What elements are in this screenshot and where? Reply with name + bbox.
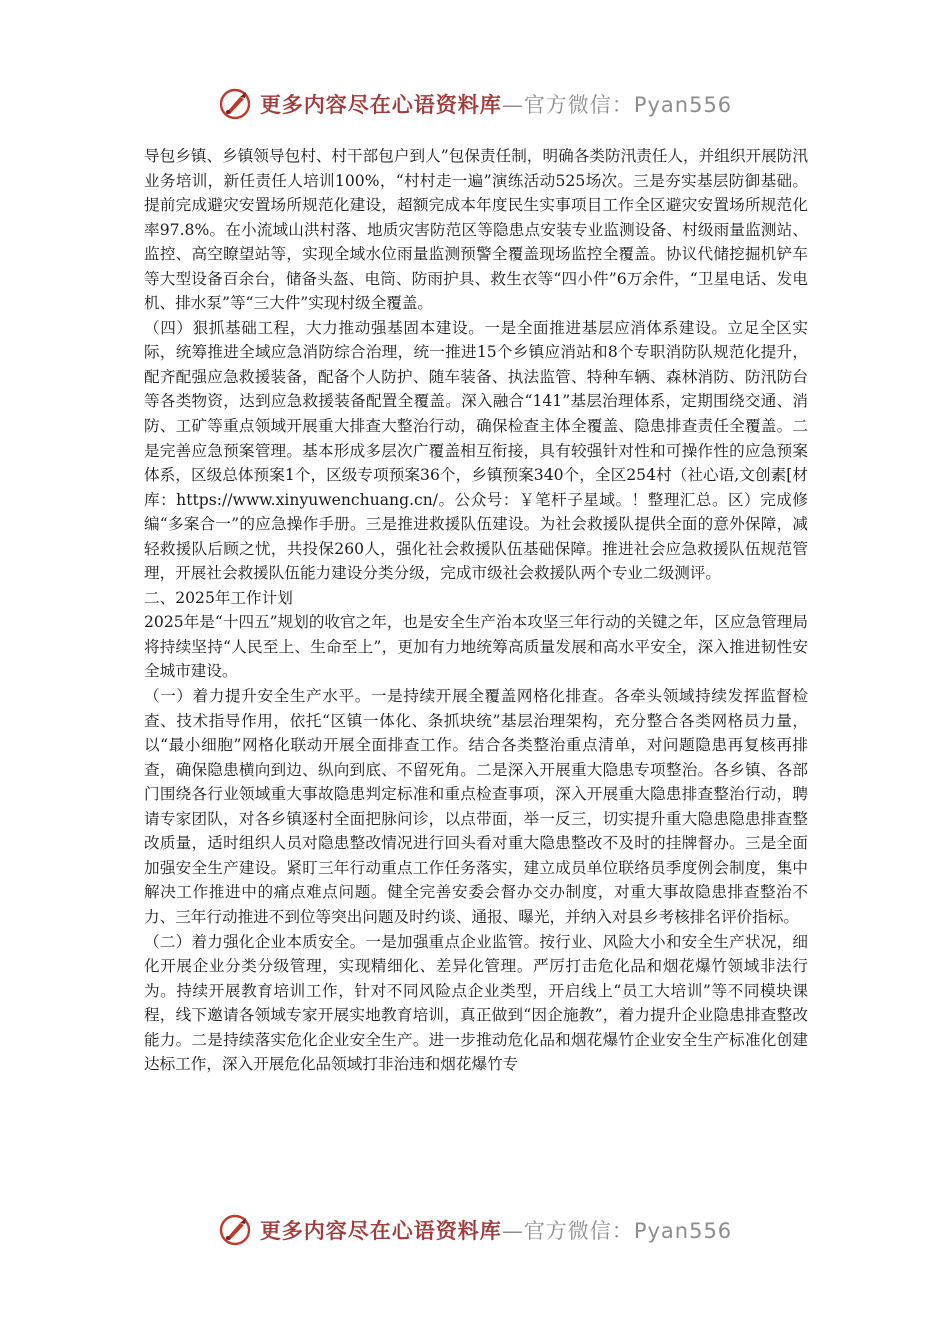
footer-banner-separator: —	[501, 1219, 524, 1243]
footer-banner-wechat-id: Pyan556	[633, 1219, 733, 1243]
header-banner-wechat-label: 官方微信：	[523, 93, 634, 117]
paragraph: 导包乡镇、乡镇领导包村、村干部包户到人”包保责任制，明确各类防汛责任人，并组织开展防汛业务培训，新任责任人培训100%，“村村走一遍”演练活动525场次。三是夯实基层防御基础。提前完成避灾安置场所规范化建设，超额完成本年度民生实事项目工作全区避灾安置场所规范化率97.8%。在小流域山洪村落、地质灾害防范区等隐患点安装专业监测设备、村级雨量监测站、监控、高空瞭望站等，实现全域水位雨量监测预警全覆盖现场监控全覆盖。协议代储挖掘机铲车等大型设备百余台，储备头盔、电筒、防雨护具、救生衣等“四小件”6万余件，“卫星电话、发电机、排水泵”等“三大件”实现村级全覆盖。	[144, 147, 808, 313]
paragraph: （四）狠抓基础工程，大力推动强基固本建设。一是全面推进基层应消体系建设。立足全区实际，统筹推进全域应急消防综合治理，统一推进15个乡镇应消站和8个专职消防队规范化提升，配齐配强应急救援装备，配备个人防护、随车装备、执法监管、特种车辆、森林消防、防汛防台等各类物资，达到应急救援装备配置全覆盖。深入融合“141”基层治理体系，定期围绕交通、消防、工矿等重点领域开展重大排查大整治行动，确保检查主体全覆盖、隐患排查责任全覆盖。二是完善应急预案管理。基本形成多层次广覆盖相互衔接，具有较强针对性和可操作性的应急预案体系，区级总体预案1个，区级专项预案36个，乡镇预案340个，全区254村（社心语,文创素[材库：https://www.xinyuwenchuang.cn/。公众号：￥笔杆子星域。！整理汇总。区）完成修编“多案合一”的应急操作手册。三是推进救援队伍建设。为社会救援队提供全面的意外保障，减轻救援队后顾之忧，共投保260人，强化社会救援队伍基础保障。推进社会应急救援队伍规范管理，开展社会救援队伍能力建设分类分级，完成市级社会救援队两个专业二级测评。	[144, 318, 808, 583]
paragraph: （二）着力强化企业本质安全。一是加强重点企业监管。按行业、风险大小和安全生产状况，细化开展企业分类分级管理，实现精细化、差异化管理。严厉打击危化品和烟花爆竹领域非法行为。持续开展教育培训工作，针对不同风险点企业类型，开启线上“员工大培训”等不同模块课程，线下邀请各领域专家开展实地教育培训，真正做到“因企施教”，着力提升企业隐患排查整改能力。二是持续落实危化企业安全生产。进一步推动危化品和烟花爆竹企业安全生产标准化创建达标工作，深入开展危化品领域打非治违和烟花爆竹专	[144, 932, 808, 1074]
footer-banner-title: 更多内容尽在心语资料库	[259, 1219, 502, 1243]
document-body	[144, 144, 808, 1077]
footer-banner	[0, 1210, 950, 1250]
header-banner	[0, 84, 950, 124]
quill-logo-icon	[218, 87, 252, 121]
header-banner-wechat-id: Pyan556	[633, 93, 733, 117]
header-banner-text	[260, 89, 732, 119]
quill-logo-icon	[218, 1213, 252, 1247]
footer-banner-text	[260, 1215, 732, 1245]
header-banner-separator: —	[501, 93, 524, 117]
footer-banner-wechat-label: 官方微信：	[523, 1219, 634, 1243]
section-heading: 二、2025年工作计划	[144, 588, 293, 607]
paragraph: （一）着力提升安全生产水平。一是持续开展全覆盖网格化排查。各牵头领域持续发挥监督检查、技术指导作用，依托“区镇一体化、条抓块统”基层治理架构，充分整合各类网格员力量，以“最小细胞”网格化联动开展全面排查工作。结合各类整治重点清单，对问题隐患再复核再排查，确保隐患横向到边、纵向到底、不留死角。二是深入开展重大隐患专项整治。各乡镇、各部门围绕各行业领域重大事故隐患判定标准和重点检查事项，深入开展重大隐患排查整治行动，聘请专家团队，对各乡镇逐村全面把脉问诊，以点带面，举一反三，切实提升重大隐患隐患排查整改质量，适时组织人员对隐患整改情况进行回头看对重大隐患整改不及时的挂牌督办。三是全面加强安全生产建设。紧盯三年行动重点工作任务落实，建立成员单位联络员季度例会制度，集中解决工作推进中的痛点难点问题。健全完善安委会督办交办制度，对重大事故隐患排查整治不力、三年行动推进不到位等突出问题及时约谈、通报、曝光，并纳入对县乡考核排名评价指标。	[144, 687, 808, 926]
paragraph: 2025年是“十四五”规划的收官之年，也是安全生产治本攻坚三年行动的关键之年，区应急管理局将持续坚持“人民至上、生命至上”，更加有力地统筹高质量发展和高水平安全，深入推进韧性安全城市建设。	[144, 613, 808, 681]
header-banner-title: 更多内容尽在心语资料库	[259, 93, 502, 117]
